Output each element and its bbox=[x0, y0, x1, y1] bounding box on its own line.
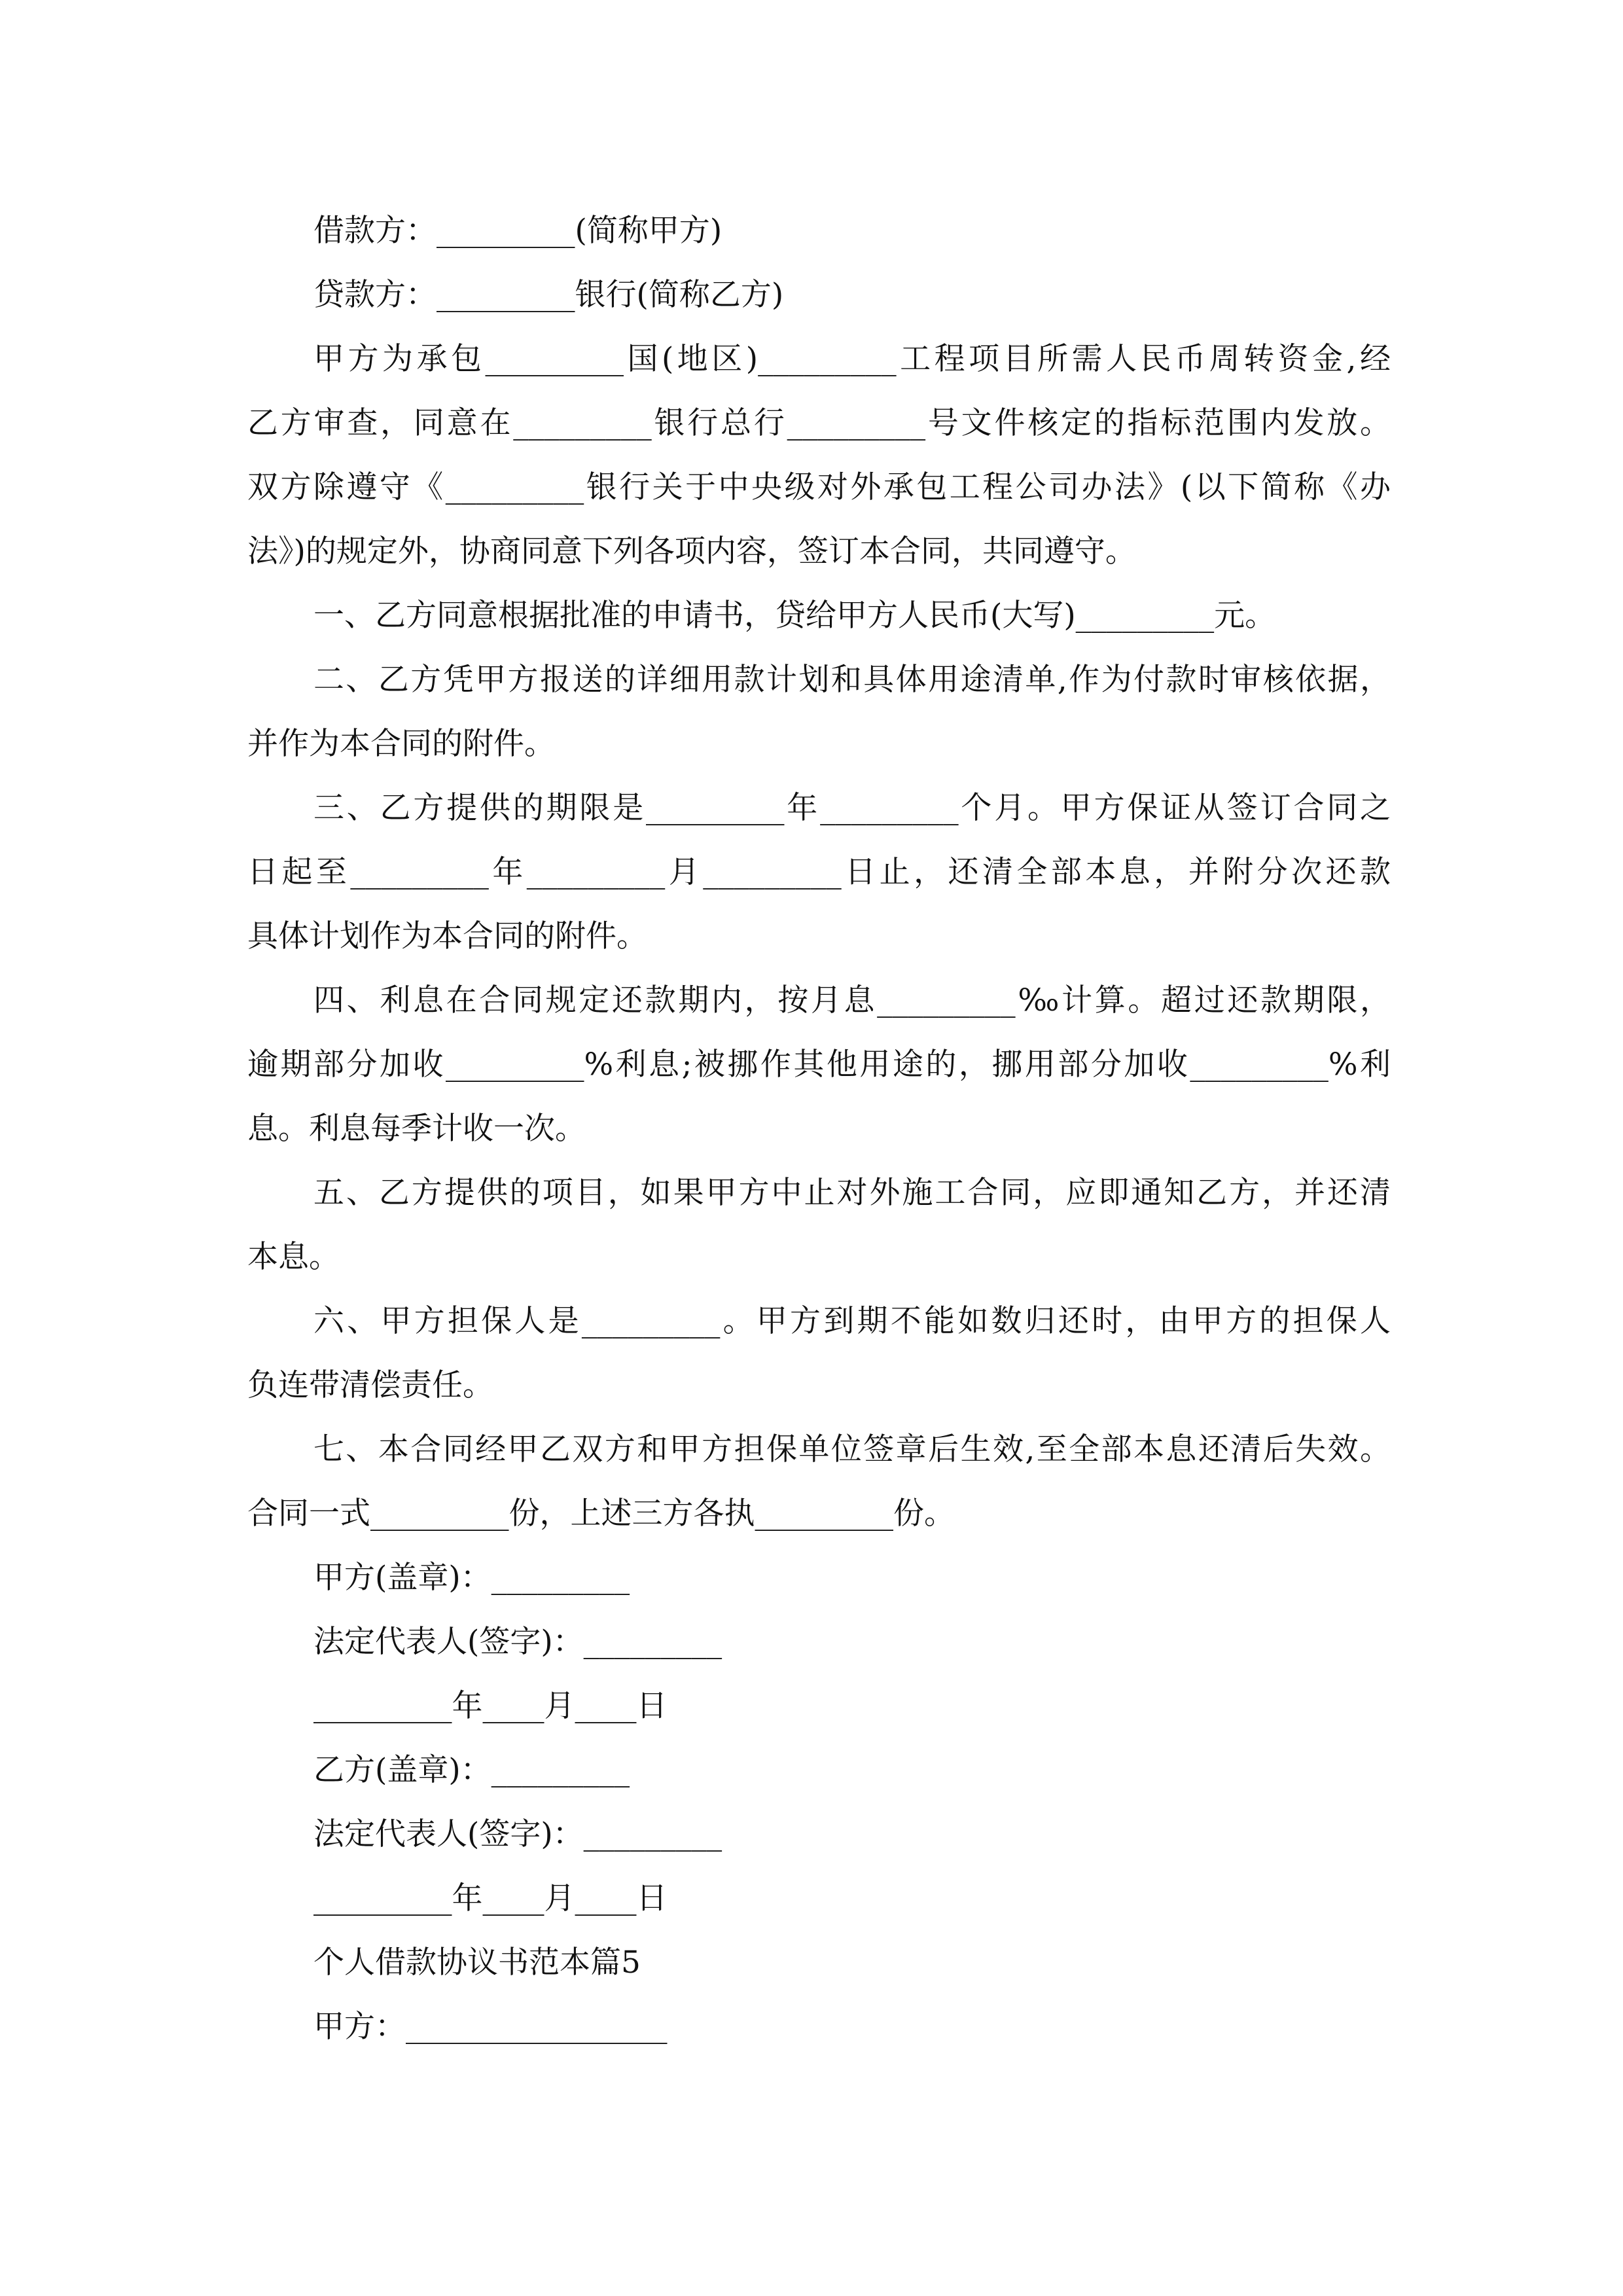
preamble-paragraph bbox=[247, 327, 1391, 584]
clause-line: 并作为本合同的附件。 bbox=[247, 726, 555, 762]
clause-line: 本息。 bbox=[247, 1239, 340, 1275]
party-b-date-line: _________年____月____日 bbox=[313, 1880, 668, 1916]
party-a-seal-line: 甲方(盖章)：_________ bbox=[313, 1560, 630, 1596]
section-title: 个人借款协议书范本篇5 bbox=[313, 1945, 641, 1981]
clause-line: 日起至_________年_________月_________日止，还清全部本息，并附分次还款 bbox=[247, 854, 1391, 890]
clause-line: 逾期部分加收_________%利息;被挪作其他用途的，挪用部分加收_________%利 bbox=[247, 1047, 1391, 1083]
clause-4 bbox=[247, 969, 1391, 1161]
clause-line: 二、乙方凭甲方报送的详细用款计划和具体用途清单,作为付款时审核依据， bbox=[313, 662, 1391, 698]
clause-6 bbox=[247, 1289, 1391, 1418]
clause-7 bbox=[247, 1418, 1391, 1546]
clause-2 bbox=[247, 648, 1391, 776]
clause-5 bbox=[247, 1161, 1391, 1289]
clause-1 bbox=[247, 584, 1391, 648]
clause-line: 六、甲方担保人是_________。甲方到期不能如数归还时，由甲方的担保人 bbox=[313, 1303, 1391, 1339]
preamble-line: 双方除遵守《_________银行关于中央级对外承包工程公司办法》(以下简称《办 bbox=[247, 469, 1391, 505]
clause-line: 息。利息每季计收一次。 bbox=[247, 1111, 586, 1147]
party-a-representative-line: 法定代表人(签字)：_________ bbox=[313, 1624, 722, 1660]
clause-line: 具体计划作为本合同的附件。 bbox=[247, 918, 647, 954]
contract-body bbox=[247, 199, 1391, 2059]
clause-line: 负连带清偿责任。 bbox=[247, 1367, 493, 1403]
party-b-seal-line: 乙方(盖章)：_________ bbox=[313, 1752, 630, 1788]
party-a-date-line: _________年____月____日 bbox=[313, 1688, 668, 1724]
clause-3 bbox=[247, 776, 1391, 969]
lender-line: 贷款方：_________银行(简称乙方) bbox=[313, 277, 784, 313]
preamble-line: 法》)的规定外，协商同意下列各项内容，签订本合同，共同遵守。 bbox=[247, 533, 1136, 569]
preamble-line: 乙方审查，同意在_________银行总行_________号文件核定的指标范围内发放。 bbox=[247, 405, 1391, 441]
preamble-line: 甲方为承包_________国(地区)_________工程项目所需人民币周转资金,经 bbox=[313, 341, 1391, 377]
next-party-a-line: 甲方：_________________ bbox=[313, 2009, 668, 2045]
clause-line: 四、利息在合同规定还款期内，按月息_________‰计算。超过还款期限， bbox=[313, 982, 1391, 1018]
clause-line: 合同一式_________份，上述三方各执_________份。 bbox=[247, 1496, 955, 1532]
party-b-representative-line: 法定代表人(签字)：_________ bbox=[313, 1816, 722, 1852]
clause-line: 五、乙方提供的项目，如果甲方中止对外施工合同，应即通知乙方，并还清 bbox=[313, 1175, 1391, 1211]
signature-block bbox=[247, 1546, 1391, 1931]
borrower-line: 借款方：_________(简称甲方) bbox=[313, 213, 722, 249]
clause-line: 三、乙方提供的期限是_________年_________个月。甲方保证从签订合同之 bbox=[313, 790, 1391, 826]
clause-line: 一、乙方同意根据批准的申请书，贷给甲方人民币(大写)_________元。 bbox=[313, 598, 1276, 634]
clause-line: 七、本合同经甲乙双方和甲方担保单位签章后生效,至全部本息还清后失效。 bbox=[313, 1431, 1391, 1467]
